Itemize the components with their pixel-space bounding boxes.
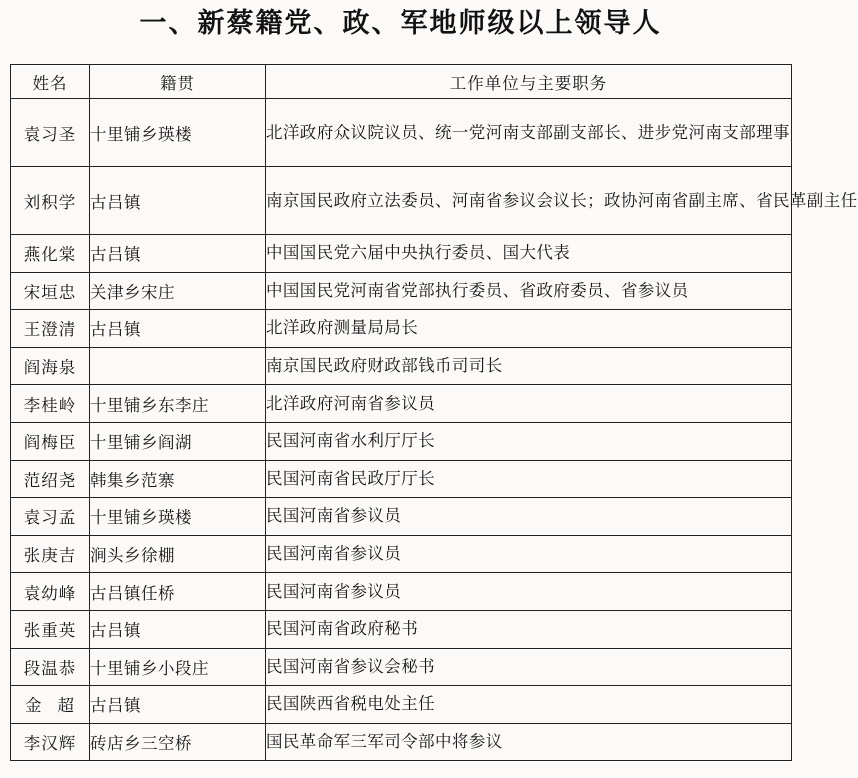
cell-role: 中国国民党河南省党部执行委员、省政府委员、省参议员 (266, 272, 792, 310)
table-row (11, 235, 792, 273)
cell-origin: 十里铺乡阎湖 (90, 422, 266, 460)
table-row (11, 99, 792, 167)
table-row (11, 498, 792, 536)
cell-name: 张重英 (11, 610, 90, 648)
table-row (11, 310, 792, 348)
cell-origin (90, 347, 266, 385)
cell-name: 阎梅臣 (11, 422, 90, 460)
cell-name: 王澄清 (11, 310, 90, 348)
table-row (11, 272, 792, 310)
header-role: 工作单位与主要职务 (266, 65, 792, 99)
cell-origin: 古吕镇 (90, 610, 266, 648)
cell-origin: 古吕镇 (90, 310, 266, 348)
cell-role: 北洋政府河南省参议员 (266, 385, 792, 423)
table-row (11, 422, 792, 460)
cell-role: 国民革命军三军司令部中将参议 (266, 723, 792, 761)
cell-role: 民国河南省参议员 (266, 498, 792, 536)
cell-role: 民国河南省政府秘书 (266, 610, 792, 648)
cell-origin: 古吕镇 (90, 167, 266, 235)
cell-role: 民国河南省参议会秘书 (266, 648, 792, 686)
table-row (11, 167, 792, 235)
cell-role: 北洋政府众议院议员、统一党河南支部副支部长、进步党河南支部理事 (266, 99, 792, 167)
table-row (11, 347, 792, 385)
cell-origin: 古吕镇 (90, 235, 266, 273)
cell-origin: 韩集乡范寨 (90, 460, 266, 498)
table-row (11, 460, 792, 498)
cell-origin: 十里铺乡东李庄 (90, 385, 266, 423)
page-title: 一、新蔡籍党、政、军地师级以上领导人 (139, 8, 662, 39)
cell-name: 阎海泉 (11, 347, 90, 385)
header-name: 姓名 (11, 65, 90, 99)
cell-role: 民国河南省参议员 (266, 573, 792, 611)
cell-name: 袁幼峰 (11, 573, 90, 611)
cell-role: 民国河南省参议员 (266, 535, 792, 573)
table-row (11, 648, 792, 686)
table-row (11, 610, 792, 648)
table-row (11, 686, 792, 724)
cell-name: 张庚吉 (11, 535, 90, 573)
cell-role: 民国河南省水利厅厅长 (266, 422, 792, 460)
cell-name: 刘积学 (11, 167, 90, 235)
table-row (11, 723, 792, 761)
cell-origin: 十里铺乡小段庄 (90, 648, 266, 686)
cell-name: 袁习孟 (11, 498, 90, 536)
cell-role: 中国国民党六届中央执行委员、国大代表 (266, 235, 792, 273)
cell-role: 南京国民政府财政部钱币司司长 (266, 347, 792, 385)
header-origin: 籍贯 (90, 65, 266, 99)
cell-role: 民国陕西省税电处主任 (266, 686, 792, 724)
cell-origin: 十里铺乡瑛楼 (90, 99, 266, 167)
cell-name: 燕化棠 (11, 235, 90, 273)
cell-name: 段温恭 (11, 648, 90, 686)
table-row (11, 535, 792, 573)
cell-name: 李桂岭 (11, 385, 90, 423)
cell-origin: 古吕镇 (90, 686, 266, 724)
cell-role: 南京国民政府立法委员、河南省参议会议长；政协河南省副主席、省民革副主任 (266, 167, 792, 235)
cell-name: 李汉辉 (11, 723, 90, 761)
cell-origin: 古吕镇任桥 (90, 573, 266, 611)
cell-origin: 关津乡宋庄 (90, 272, 266, 310)
cell-origin: 十里铺乡瑛楼 (90, 498, 266, 536)
cell-name: 袁习圣 (11, 99, 90, 167)
table-row (11, 385, 792, 423)
table-header-row (11, 65, 792, 99)
cell-role: 北洋政府测量局局长 (266, 310, 792, 348)
table-row (11, 573, 792, 611)
cell-name: 金超 (11, 686, 90, 724)
cell-role: 民国河南省民政厅厅长 (266, 460, 792, 498)
cell-origin: 砖店乡三空桥 (90, 723, 266, 761)
cell-name: 范绍尧 (11, 460, 90, 498)
leaders-table (10, 64, 858, 761)
cell-name: 宋垣忠 (11, 272, 90, 310)
cell-origin: 涧头乡徐棚 (90, 535, 266, 573)
